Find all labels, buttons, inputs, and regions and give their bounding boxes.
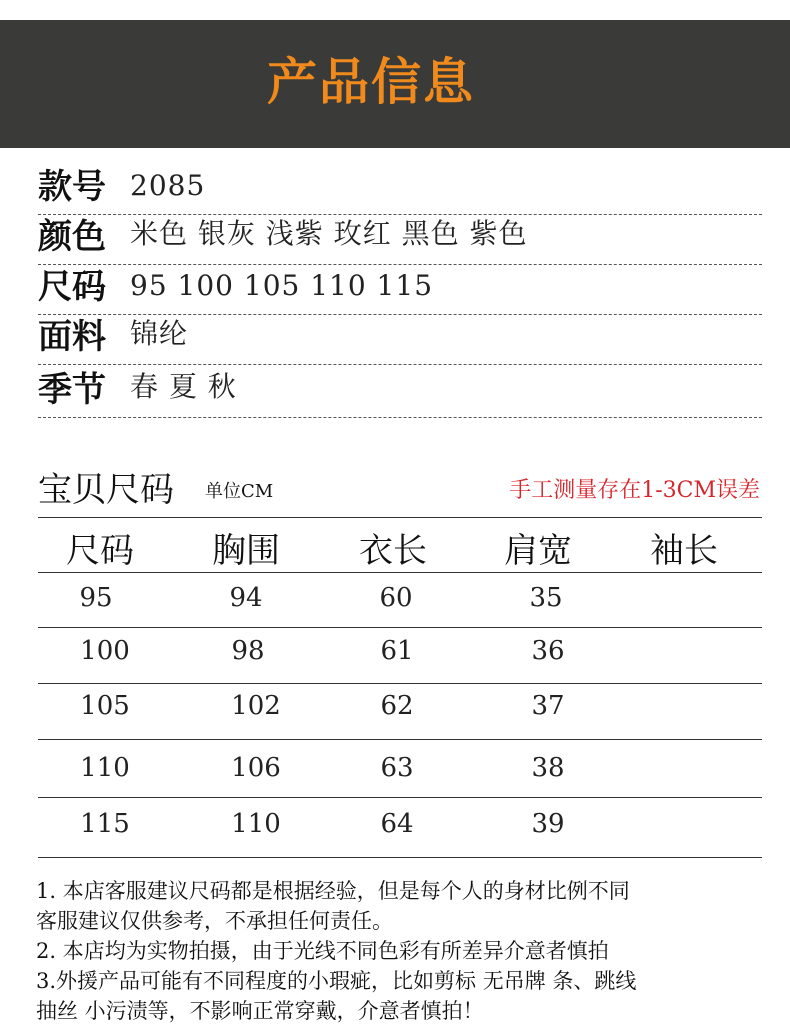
table-divider — [38, 739, 762, 740]
table-cell: 35 — [529, 583, 563, 613]
table-cell: 61 — [380, 636, 414, 666]
table-header-size: 尺码 — [66, 531, 134, 571]
info-label: 颜色 — [38, 217, 106, 257]
info-value: 春 夏 秋 — [130, 370, 237, 403]
table-divider — [38, 572, 762, 573]
table-cell: 64 — [380, 809, 414, 839]
table-cell: 106 — [231, 753, 281, 783]
notes-section — [36, 876, 766, 1026]
table-header-bust: 胸围 — [212, 531, 280, 571]
info-label: 款号 — [38, 167, 106, 207]
info-row-season — [38, 364, 762, 418]
table-header-shoulder: 肩宽 — [504, 531, 572, 571]
page-title: 产品信息 — [267, 53, 475, 111]
note-line: 抽丝 小污渍等，不影响正常穿戴，介意者慎拍！ — [36, 999, 484, 1023]
table-divider — [38, 627, 762, 628]
table-cell: 37 — [531, 691, 565, 721]
table-header-length: 衣长 — [359, 531, 427, 571]
note-line: 3.外援产品可能有不同程度的小瑕疵，比如剪标 无吊牌 条、跳线 — [36, 969, 637, 993]
table-cell: 38 — [531, 753, 565, 783]
info-label: 季节 — [38, 370, 106, 410]
info-label: 面料 — [38, 317, 106, 357]
info-row-colors — [38, 214, 762, 265]
table-cell: 102 — [231, 691, 281, 721]
info-label: 尺码 — [38, 267, 106, 307]
table-header-sleeve: 袖长 — [650, 531, 718, 571]
table-divider — [38, 517, 762, 518]
measurement-error-note: 手工测量存在1-3CM误差 — [509, 478, 760, 503]
table-divider — [38, 797, 762, 798]
note-line: 客服建议仅供参考，不承担任何责任。 — [36, 909, 393, 933]
info-row-sizes — [38, 264, 762, 315]
table-cell: 95 — [79, 583, 113, 613]
table-cell: 60 — [379, 583, 413, 613]
info-value: 锦纶 — [130, 317, 189, 350]
size-section-title: 宝贝尺码 — [38, 470, 174, 510]
note-line: 1. 本店客服建议尺码都是根据经验，但是每个人的身材比例不同 — [36, 879, 630, 903]
info-value: 米色 银灰 浅紫 玫红 黑色 紫色 — [130, 217, 528, 250]
table-cell: 36 — [531, 636, 565, 666]
table-cell: 115 — [80, 809, 130, 839]
table-cell: 110 — [231, 809, 281, 839]
header-banner — [0, 20, 790, 148]
table-divider — [38, 857, 762, 858]
table-cell: 100 — [80, 636, 130, 666]
table-cell: 105 — [80, 691, 130, 721]
note-line: 2. 本店均为实物拍摄，由于光线不同色彩有所差异介意者慎拍 — [36, 939, 609, 963]
table-divider — [38, 683, 762, 684]
info-row-fabric — [38, 314, 762, 365]
table-cell: 39 — [531, 809, 565, 839]
info-value: 95 100 105 110 115 — [130, 269, 434, 302]
table-cell: 63 — [380, 753, 414, 783]
table-cell: 94 — [229, 583, 263, 613]
table-cell: 62 — [380, 691, 414, 721]
info-row-style-number — [38, 164, 762, 215]
size-unit-label: 单位CM — [205, 481, 274, 502]
table-cell: 98 — [231, 636, 265, 666]
table-cell: 110 — [80, 753, 130, 783]
info-value: 2085 — [130, 169, 206, 202]
